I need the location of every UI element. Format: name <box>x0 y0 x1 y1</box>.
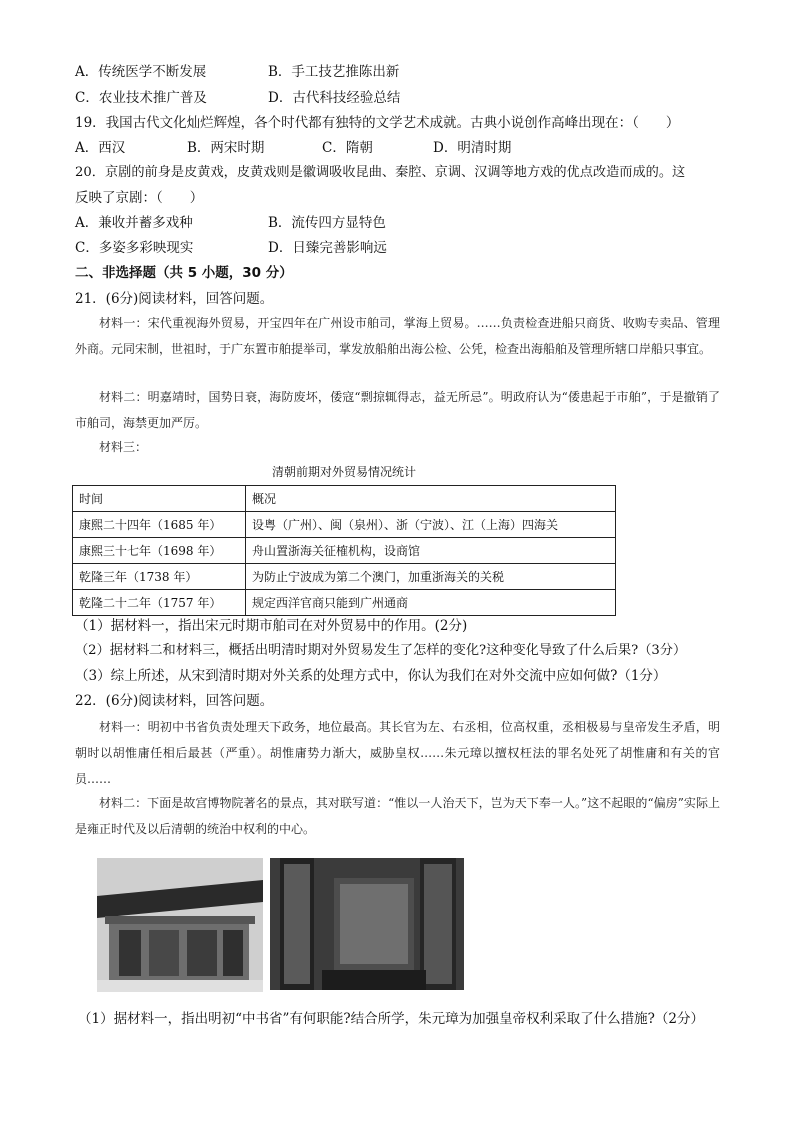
q22-material-1: 材料一：明初中书省负责处理天下政务，地位最高。其长官为左、右丞相，位高权重，丞相极易与皇帝发生矛盾，明朝时以胡惟庸任相后最甚（严重）。胡惟庸势力渐大，威胁皇权……朱元璋以擅权枉法的罪名处死了胡惟庸和有关的官员…… <box>75 720 720 786</box>
q22-stem: 22．(6分)阅读材料，回答问题。 <box>75 693 274 709</box>
q19-option-a: A．西汉 <box>75 140 126 156</box>
q19-option-c: C．隋朝 <box>322 140 373 156</box>
q19-option-d: D．明清时期 <box>433 140 512 156</box>
q20-option-d: D．日臻完善影响远 <box>268 240 387 256</box>
q21-material-3-label: 材料三： <box>99 440 148 454</box>
table-header-summary: 概况 <box>246 486 616 512</box>
table-header-time: 时间 <box>73 486 246 512</box>
q18-option-b: B．手工技艺推陈出新 <box>268 64 400 80</box>
table-caption: 清朝前期对外贸易情况统计 <box>271 465 416 479</box>
q18-option-a: A．传统医学不断发展 <box>75 64 207 80</box>
q22-material-2-block <box>75 790 720 842</box>
q20-option-b: B．流传四方显特色 <box>268 215 386 231</box>
table-header-row <box>73 486 616 512</box>
q21-material-3-block <box>75 434 720 460</box>
q21-sub-question-2: （2）据材料二和材料三，概括出明清时期对外贸易发生了怎样的变化?这种变化导致了什么后果?（3分） <box>75 643 687 658</box>
q20-stem-line2: 反映了京剧：（ ） <box>75 190 204 206</box>
q19-option-b: B．两宋时期 <box>187 140 265 156</box>
palace-building-photo <box>97 858 263 992</box>
table-cell: 乾隆三年（1738 年） <box>73 564 246 590</box>
trade-table <box>72 485 616 616</box>
q22-sub-question-1: （1）据材料一，指出明初“中书省”有何职能?结合所学，朱元璋为加强皇帝权利采取了什么措施?（2分） <box>78 1011 704 1027</box>
couplet-plaque-photo <box>270 858 464 990</box>
table-row <box>73 538 616 564</box>
q18-option-d: D．古代科技经验总结 <box>268 90 401 106</box>
table-cell: 为防止宁波成为第二个澳门，加重浙海关的关税 <box>246 564 616 590</box>
q20-option-c: C．多姿多彩映现实 <box>75 240 194 256</box>
q18-option-c: C．农业技术推广普及 <box>75 90 207 106</box>
q21-material-1: 材料一：宋代重视海外贸易，开宝四年在广州设市舶司，掌海上贸易。……负责检查进船只商货、收购专卖品、管理外商。元同宋制，世祖时，于广东置市舶提举司，掌发放船舶出海公检、公凭，检查出海船舶及管理所辖口岸船只事宜。 <box>75 316 720 356</box>
table-cell: 舟山置浙海关征榷机构，设商馆 <box>246 538 616 564</box>
q21-sub-question-3: （3）综上所述，从宋到清时期对外关系的处理方式中，你认为我们在对外交流中应如何做?（1分） <box>75 668 667 684</box>
q21-sub-question-1: （1）据材料一，指出宋元时期市舶司在对外贸易中的作用。(2分) <box>75 618 468 634</box>
q21-material-2: 材料二：明嘉靖时，国势日衰，海防废坏，倭寇“剽掠辄得志，益无所忌”。明政府认为“倭患起于市舶”，于是撤销了市舶司，海禁更加严厉。 <box>75 390 720 430</box>
section-title: 二、非选择题（共 5 小题，30 分） <box>75 265 293 281</box>
table-row <box>73 512 616 538</box>
q19-stem: 19．我国古代文化灿烂辉煌，各个时代都有独特的文学艺术成就。古典小说创作高峰出现在：（ ） <box>75 115 680 131</box>
table-cell: 设粤（广州）、闽（泉州）、浙（宁波）、江（上海）四海关 <box>246 512 616 538</box>
q21-material-1-block <box>75 310 720 362</box>
q22-material-1-block <box>75 714 720 792</box>
table-cell: 康熙三十七年（1698 年） <box>73 538 246 564</box>
table-row <box>73 564 616 590</box>
q21-material-2-block <box>75 384 720 436</box>
table-cell: 乾隆二十二年（1757 年） <box>73 590 246 616</box>
q20-stem-line1: 20．京剧的前身是皮黄戏，皮黄戏则是徽调吸收昆曲、秦腔、京调、汉调等地方戏的优点改造而成的。这 <box>75 165 686 180</box>
table-cell: 规定西洋官商只能到广州通商 <box>246 590 616 616</box>
table-row <box>73 590 616 616</box>
q20-option-a: A．兼收并蓄多戏种 <box>75 215 193 231</box>
q22-material-2: 材料二：下面是故宫博物院著名的景点，其对联写道：“惟以一人治天下，岂为天下奉一人。”这不起眼的“偏房”实际上是雍正时代及以后清朝的统治中权利的中心。 <box>75 796 720 836</box>
q21-stem: 21．(6分)阅读材料，回答问题。 <box>75 291 274 307</box>
table-cell: 康熙二十四年（1685 年） <box>73 512 246 538</box>
